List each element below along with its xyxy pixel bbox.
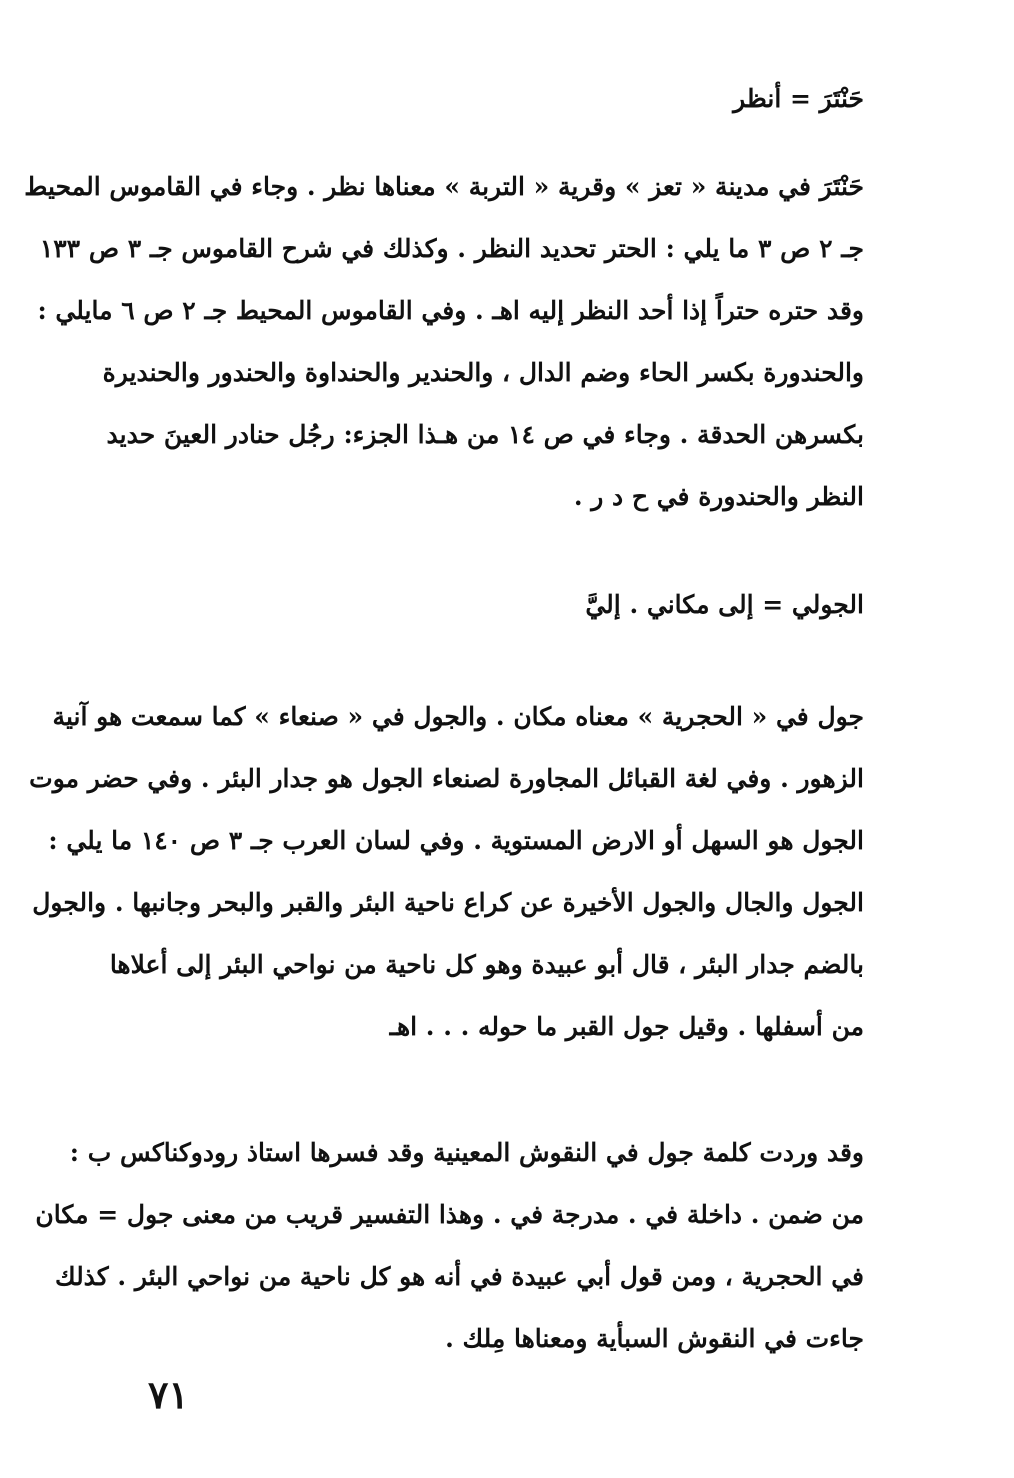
entry-paragraph-aljawli <box>29 686 864 1058</box>
closing-paragraph <box>35 1122 864 1370</box>
text-line: بكسرهن الحدقة . وجاء في ص ١٤ من هـذا الجزء: رجُل حنادر العينَ حديد <box>106 420 864 449</box>
page-number: ٧١ <box>148 1372 189 1417</box>
text-line: جول في « الحجرية » معناه مكان . والجول في « صنعاء » كما سمعت هو آنية <box>52 702 864 731</box>
text-line: جاءت في النقوش السبأية ومعناها مِلك . <box>445 1324 864 1353</box>
entry-paragraph-hantara <box>24 156 864 528</box>
text-line: النظر والحندورة في ح د ر . <box>573 482 864 511</box>
text-line: والحندورة بكسر الحاء وضم الدال ، والحندير والحنداوة والحندور والحنديرة <box>102 358 864 387</box>
text-line: جـ ٢ ص ٣ ما يلي : الحتر تحديد النظر . وكذلك في شرح القاموس جـ ٣ ص ١٣٣ <box>39 234 864 263</box>
entry-headword-hantara: حَنْتَرَ = أنظر <box>733 84 864 113</box>
text-line: الجول هو السهل أو الارض المستوية . وفي لسان العرب جـ ٣ ص ١٤٠ ما يلي : <box>48 826 864 855</box>
text-line: في الحجرية ، ومن قول أبي عبيدة في أنه هو كل ناحية من نواحي البئر . كذلك <box>55 1262 864 1291</box>
text-line: وقد وردت كلمة جول في النقوش المعينية وقد فسرها استاذ رودوكناكس ب : <box>69 1138 864 1167</box>
entry-headword-aljawli: الجولي = إلى مكاني . إليَّ <box>585 590 864 619</box>
text-line: الزهور . وفي لغة القبائل المجاورة لصنعاء الجول هو جدار البئر . وفي حضر موت <box>29 764 864 793</box>
text-line: حَنْتَرَ في مدينة « تعز » وقرية « التربة » معناها نظر . وجاء في القاموس المحيط <box>24 172 864 201</box>
text-line: وقد حتره حتراً إذا أحد النظر إليه اهـ . وفي القاموس المحيط جـ ٢ ص ٦ مايلي : <box>37 296 864 325</box>
text-line: من أسفلها . وقيل جول القبر ما حوله . . . اهـ <box>389 1012 864 1041</box>
text-line: بالضم جدار البئر ، قال أبو عبيدة وهو كل ناحية من نواحي البئر إلى أعلاها <box>109 950 864 979</box>
text-line: من ضمن . داخلة في . مدرجة في . وهذا التفسير قريب من معنى جول = مكان <box>35 1200 864 1229</box>
text-line: الجول والجال والجول الأخيرة عن كراع ناحية البئر والقبر والبحر وجانبها . والجول <box>32 888 864 917</box>
